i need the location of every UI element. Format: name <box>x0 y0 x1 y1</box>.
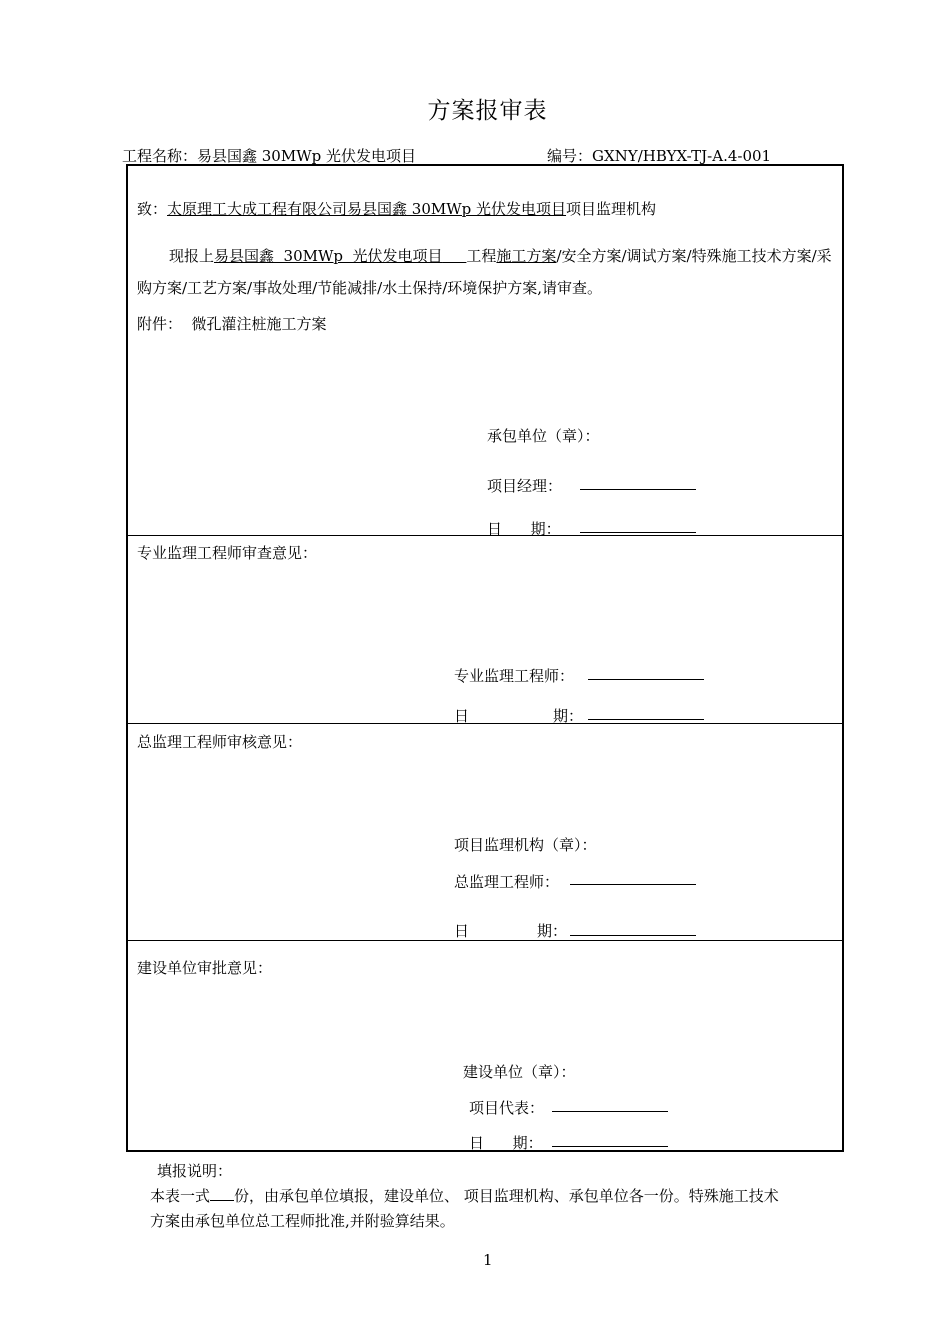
notes-line-2: 方案由承包单位总工程师批准,并附验算结果。 <box>150 1212 455 1230</box>
copies-blank[interactable] <box>210 1186 234 1201</box>
owner-date-line[interactable] <box>552 1146 668 1147</box>
owner-rep-label: 项目代表： <box>469 1099 545 1117</box>
specialist-date-label-right: 期： <box>553 707 584 725</box>
chief-date-label-right: 期： <box>537 922 568 940</box>
body-plan-type: 施工方案 <box>496 247 557 265</box>
specialist-review-heading: 专业监理工程师审查意见： <box>137 544 318 562</box>
recipient-suffix: 项目监理机构 <box>566 200 657 218</box>
specialist-date-label-left: 日 <box>454 707 470 725</box>
notes-line-1 <box>150 1185 779 1206</box>
body-mid: 工程 <box>466 247 497 265</box>
form-number-label: 编号：GXNY/HBYX-TJ-A.4-001 <box>547 147 772 165</box>
submission-date-label: 日 期： <box>487 520 561 538</box>
section-divider <box>126 535 844 536</box>
contractor-seal-label: 承包单位（章）： <box>487 427 600 445</box>
recipient-line <box>137 198 656 219</box>
body-gap <box>443 247 467 265</box>
owner-rep-signature-line[interactable] <box>552 1111 668 1112</box>
form-title: 方案报审表 <box>427 98 548 124</box>
page-number: 1 <box>483 1251 493 1269</box>
owner-approval-heading: 建设单位审批意见： <box>137 959 273 977</box>
project-manager-signature-line[interactable] <box>580 489 696 490</box>
notes-copies-rest: 份，由承包单位填报，建设单位、 项目监理机构、承包单位各一份。特殊施工技术 <box>234 1187 779 1205</box>
chief-engineer-label: 总监理工程师： <box>454 873 560 891</box>
specialist-date-line[interactable] <box>588 719 704 720</box>
supervision-org-seal-label: 项目监理机构（章）： <box>454 836 597 854</box>
owner-seal-label: 建设单位（章）： <box>463 1063 576 1081</box>
notes-copies-prefix: 本表一式 <box>150 1187 211 1205</box>
project-manager-label: 项目经理： <box>487 477 563 495</box>
body-project: 易县国鑫 30MWp 光伏发电项目 <box>214 247 443 265</box>
attachment-line: 附件： 微孔灌注桩施工方案 <box>137 315 327 333</box>
recipient-prefix: 致： <box>137 200 168 218</box>
recipient-org: 太原理工大成工程有限公司易县国鑫 30MWp 光伏发电项目 <box>167 200 567 218</box>
submission-paragraph <box>137 240 837 304</box>
section-divider <box>126 723 844 724</box>
notes-heading: 填报说明： <box>157 1162 233 1180</box>
project-name-label: 工程名称：易县国鑫 30MWp 光伏发电项目 <box>122 147 417 165</box>
submission-date-line[interactable] <box>580 532 696 533</box>
owner-date-label: 日 期： <box>469 1134 543 1152</box>
body-prefix: 现报上 <box>169 247 215 265</box>
chief-signature-line[interactable] <box>570 884 696 885</box>
section-divider <box>126 940 844 941</box>
specialist-signature-line[interactable] <box>588 679 704 680</box>
body-rest: /安全方案/调试方案/特殊施工技术方案/采购方案/工艺方案/事故处理/节能减排/水土保持/环境保护方案,请审查。 <box>137 247 832 297</box>
chief-date-label-left: 日 <box>454 922 470 940</box>
chief-date-line[interactable] <box>570 935 696 936</box>
specialist-engineer-label: 专业监理工程师： <box>454 667 575 685</box>
chief-review-heading: 总监理工程师审核意见： <box>137 733 303 751</box>
